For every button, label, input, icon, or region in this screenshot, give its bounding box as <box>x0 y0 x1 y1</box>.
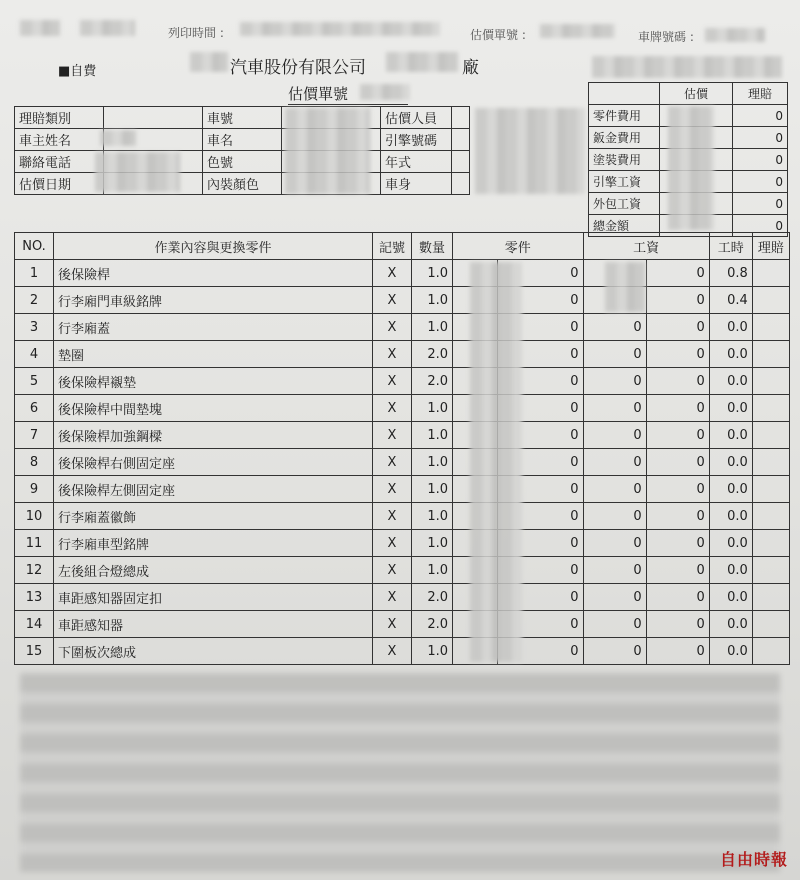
item-desc: 墊圈 <box>54 341 373 368</box>
item-mark: X <box>373 395 412 422</box>
item-wage-b: 0 <box>646 611 709 638</box>
item-desc: 後保險桿右側固定座 <box>54 449 373 476</box>
item-wage-a: 0 <box>583 449 646 476</box>
item-desc: 行李廂蓋 <box>54 314 373 341</box>
item-row <box>15 638 790 665</box>
cost-label: 總金額 <box>589 215 660 237</box>
col-claim: 理賠 <box>733 83 788 105</box>
items-table <box>14 232 790 665</box>
item-hours: 0.0 <box>709 503 752 530</box>
item-qty: 1.0 <box>412 638 453 665</box>
item-row <box>15 530 790 557</box>
item-qty: 1.0 <box>412 557 453 584</box>
self-pay-label: ■自費 <box>58 64 97 79</box>
cost-label: 外包工資 <box>589 193 660 215</box>
info-label: 年式 <box>381 151 452 173</box>
item-parts: 0 <box>497 611 583 638</box>
item-desc: 行李廂蓋徽飾 <box>54 503 373 530</box>
item-wage-b: 0 <box>646 503 709 530</box>
item-row <box>15 476 790 503</box>
redacted-block <box>386 52 458 72</box>
item-wage-a: 0 <box>583 638 646 665</box>
item-no: 12 <box>15 557 54 584</box>
item-claim <box>752 557 789 584</box>
redacted-block <box>668 106 714 230</box>
item-qty: 1.0 <box>412 422 453 449</box>
item-row <box>15 341 790 368</box>
item-hours: 0.8 <box>709 260 752 287</box>
item-qty: 2.0 <box>412 584 453 611</box>
col-parts: 零件 <box>453 233 584 260</box>
watermark: 自由時報 <box>719 850 788 869</box>
info-label: 估價日期 <box>15 173 104 195</box>
item-claim <box>752 476 789 503</box>
item-no: 4 <box>15 341 54 368</box>
redacted-block <box>605 262 645 312</box>
item-wage-b: 0 <box>646 530 709 557</box>
item-qty: 1.0 <box>412 476 453 503</box>
cost-claim: 0 <box>733 149 788 171</box>
item-row <box>15 584 790 611</box>
item-desc: 車距感知器固定扣 <box>54 584 373 611</box>
item-row <box>15 314 790 341</box>
doc-title: 估價單號 <box>288 83 408 105</box>
item-mark: X <box>373 584 412 611</box>
col-estimate: 估價 <box>660 83 733 105</box>
item-row <box>15 557 790 584</box>
item-hours: 0.0 <box>709 611 752 638</box>
item-wage-b: 0 <box>646 395 709 422</box>
item-wage-a: 0 <box>583 422 646 449</box>
cost-label: 引擎工資 <box>589 171 660 193</box>
item-desc: 後保險桿中間墊塊 <box>54 395 373 422</box>
item-mark: X <box>373 530 412 557</box>
cost-claim: 0 <box>733 193 788 215</box>
redacted-block <box>360 84 410 100</box>
info-label: 車身 <box>381 173 452 195</box>
info-label: 車號 <box>203 107 282 129</box>
item-qty: 2.0 <box>412 341 453 368</box>
item-no: 6 <box>15 395 54 422</box>
item-row <box>15 287 790 314</box>
cost-header-row <box>589 83 788 105</box>
item-parts: 0 <box>497 449 583 476</box>
item-wage-b: 0 <box>646 260 709 287</box>
item-parts: 0 <box>497 368 583 395</box>
item-no: 10 <box>15 503 54 530</box>
plant-label: 廠 <box>462 58 479 78</box>
item-claim <box>752 503 789 530</box>
item-wage-a: 0 <box>583 476 646 503</box>
item-desc: 後保險桿加強鋼樑 <box>54 422 373 449</box>
item-qty: 1.0 <box>412 449 453 476</box>
item-row <box>15 368 790 395</box>
item-mark: X <box>373 314 412 341</box>
item-no: 13 <box>15 584 54 611</box>
info-label: 車主姓名 <box>15 129 104 151</box>
cost-label: 鈑金費用 <box>589 127 660 149</box>
item-qty: 1.0 <box>412 260 453 287</box>
item-claim <box>752 584 789 611</box>
info-label: 估價人員 <box>381 107 452 129</box>
item-desc: 後保險桿 <box>54 260 373 287</box>
item-parts: 0 <box>497 314 583 341</box>
info-value <box>104 107 203 129</box>
item-wage-b: 0 <box>646 314 709 341</box>
item-qty: 1.0 <box>412 530 453 557</box>
info-value <box>452 173 470 195</box>
item-hours: 0.4 <box>709 287 752 314</box>
info-value <box>452 151 470 173</box>
cost-label: 塗裝費用 <box>589 149 660 171</box>
redacted-block <box>190 52 228 72</box>
redacted-region <box>20 672 780 872</box>
item-parts: 0 <box>497 584 583 611</box>
item-parts: 0 <box>497 287 583 314</box>
item-mark: X <box>373 341 412 368</box>
item-mark: X <box>373 449 412 476</box>
col-desc: 作業內容與更換零件 <box>54 233 373 260</box>
item-row <box>15 503 790 530</box>
item-wage-b: 0 <box>646 449 709 476</box>
redacted-block <box>240 22 440 36</box>
item-desc: 行李廂車型銘牌 <box>54 530 373 557</box>
redacted-block <box>705 28 765 42</box>
item-parts: 0 <box>497 341 583 368</box>
print-time-label: 列印時間 : <box>168 26 224 40</box>
item-row <box>15 449 790 476</box>
item-hours: 0.0 <box>709 638 752 665</box>
items-header-row <box>15 233 790 260</box>
item-qty: 1.0 <box>412 503 453 530</box>
item-hours: 0.0 <box>709 341 752 368</box>
item-parts: 0 <box>497 395 583 422</box>
item-claim <box>752 368 789 395</box>
info-label: 色號 <box>203 151 282 173</box>
item-hours: 0.0 <box>709 368 752 395</box>
vehicle-info-table <box>14 106 470 195</box>
item-hours: 0.0 <box>709 422 752 449</box>
info-label: 聯絡電話 <box>15 151 104 173</box>
info-value <box>452 107 470 129</box>
item-claim <box>752 395 789 422</box>
item-no: 5 <box>15 368 54 395</box>
item-qty: 1.0 <box>412 314 453 341</box>
company-name: 汽車股份有限公司 <box>230 58 366 78</box>
redacted-block <box>475 108 585 194</box>
col-no: NO. <box>15 233 54 260</box>
estimate-no-label: 估價單號 : <box>470 28 526 42</box>
cost-claim: 0 <box>733 127 788 149</box>
redacted-block <box>592 56 782 78</box>
item-wage-a: 0 <box>583 584 646 611</box>
item-mark: X <box>373 611 412 638</box>
item-wage-b: 0 <box>646 638 709 665</box>
plate-label: 車牌號碼 : <box>638 30 694 44</box>
redacted-block <box>285 108 370 194</box>
item-no: 3 <box>15 314 54 341</box>
item-parts: 0 <box>497 638 583 665</box>
col-mark: 記號 <box>373 233 412 260</box>
item-mark: X <box>373 422 412 449</box>
item-qty: 2.0 <box>412 368 453 395</box>
item-wage-b: 0 <box>646 368 709 395</box>
cost-label: 零件費用 <box>589 105 660 127</box>
item-no: 9 <box>15 476 54 503</box>
item-no: 2 <box>15 287 54 314</box>
item-row <box>15 422 790 449</box>
item-wage-a: 0 <box>583 503 646 530</box>
item-wage-a: 0 <box>583 368 646 395</box>
item-wage-a: 0 <box>583 611 646 638</box>
item-row <box>15 395 790 422</box>
redacted-block <box>540 24 615 38</box>
info-row <box>15 129 470 151</box>
info-label: 理賠類別 <box>15 107 104 129</box>
info-row <box>15 107 470 129</box>
item-wage-b: 0 <box>646 476 709 503</box>
item-wage-a: 0 <box>583 341 646 368</box>
item-mark: X <box>373 368 412 395</box>
item-claim <box>752 638 789 665</box>
info-label: 引擎號碼 <box>381 129 452 151</box>
info-row <box>15 151 470 173</box>
item-mark: X <box>373 638 412 665</box>
item-claim <box>752 260 789 287</box>
item-desc: 後保險桿襯墊 <box>54 368 373 395</box>
item-claim <box>752 314 789 341</box>
item-no: 7 <box>15 422 54 449</box>
redacted-block <box>95 152 180 192</box>
item-hours: 0.0 <box>709 395 752 422</box>
cost-claim: 0 <box>733 171 788 193</box>
item-no: 1 <box>15 260 54 287</box>
redacted-block <box>80 20 135 36</box>
item-wage-b: 0 <box>646 584 709 611</box>
item-parts: 0 <box>497 530 583 557</box>
item-mark: X <box>373 557 412 584</box>
item-wage-b: 0 <box>646 341 709 368</box>
item-hours: 0.0 <box>709 557 752 584</box>
item-desc: 左後組合燈總成 <box>54 557 373 584</box>
info-row <box>15 173 470 195</box>
item-claim <box>752 611 789 638</box>
item-hours: 0.0 <box>709 530 752 557</box>
cost-claim: 0 <box>733 105 788 127</box>
item-mark: X <box>373 503 412 530</box>
item-desc: 下圍板次總成 <box>54 638 373 665</box>
item-no: 14 <box>15 611 54 638</box>
redacted-block <box>470 262 522 662</box>
col-qty: 數量 <box>412 233 453 260</box>
col-wage: 工資 <box>583 233 709 260</box>
item-mark: X <box>373 476 412 503</box>
item-qty: 2.0 <box>412 611 453 638</box>
item-parts: 0 <box>497 476 583 503</box>
item-parts: 0 <box>497 422 583 449</box>
info-value <box>452 129 470 151</box>
item-parts: 0 <box>497 503 583 530</box>
item-mark: X <box>373 260 412 287</box>
item-desc: 行李廂門車級銘牌 <box>54 287 373 314</box>
item-no: 8 <box>15 449 54 476</box>
item-wage-b: 0 <box>646 422 709 449</box>
item-claim <box>752 530 789 557</box>
info-label: 車名 <box>203 129 282 151</box>
item-desc: 車距感知器 <box>54 611 373 638</box>
item-row <box>15 611 790 638</box>
item-wage-a: 0 <box>583 530 646 557</box>
item-wage-a: 0 <box>583 557 646 584</box>
cost-claim: 0 <box>733 215 788 237</box>
info-label: 內裝顏色 <box>203 173 282 195</box>
col-claim: 理賠 <box>752 233 789 260</box>
item-hours: 0.0 <box>709 314 752 341</box>
redacted-block <box>100 130 136 146</box>
item-claim <box>752 287 789 314</box>
col-hours: 工時 <box>709 233 752 260</box>
item-parts: 0 <box>497 557 583 584</box>
item-qty: 1.0 <box>412 395 453 422</box>
item-no: 15 <box>15 638 54 665</box>
item-row <box>15 260 790 287</box>
item-parts: 0 <box>497 260 583 287</box>
item-hours: 0.0 <box>709 584 752 611</box>
item-qty: 1.0 <box>412 287 453 314</box>
item-hours: 0.0 <box>709 476 752 503</box>
item-claim <box>752 422 789 449</box>
item-wage-a: 0 <box>583 395 646 422</box>
item-wage-b: 0 <box>646 557 709 584</box>
item-mark: X <box>373 287 412 314</box>
redacted-block <box>20 20 60 36</box>
item-claim <box>752 449 789 476</box>
item-hours: 0.0 <box>709 449 752 476</box>
item-wage-a: 0 <box>583 314 646 341</box>
item-wage-b: 0 <box>646 287 709 314</box>
item-no: 11 <box>15 530 54 557</box>
item-desc: 後保險桿左側固定座 <box>54 476 373 503</box>
item-claim <box>752 341 789 368</box>
